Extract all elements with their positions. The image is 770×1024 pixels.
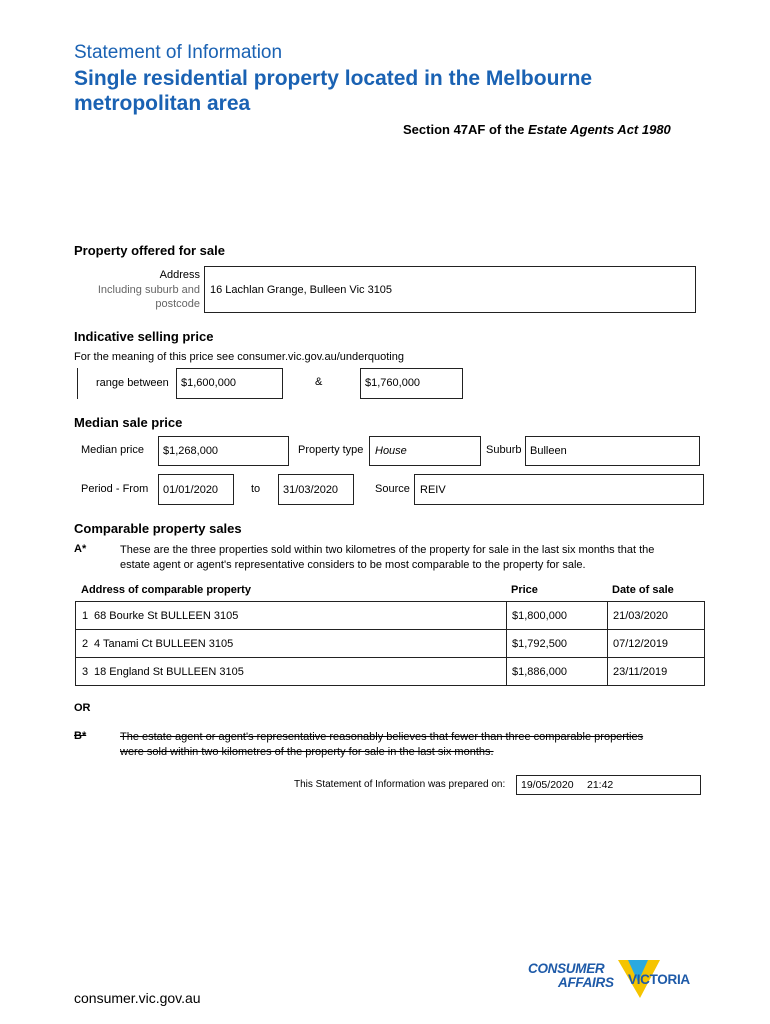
logo-victoria: VICTORIA [628, 972, 690, 987]
source-value: REIV [420, 484, 446, 496]
col-price-header: Price [511, 584, 538, 596]
median-price-value: $1,268,000 [163, 445, 219, 457]
row-date: 21/03/2020 [613, 610, 669, 622]
consumer-affairs-victoria-logo [528, 958, 703, 1008]
title-line-2: metropolitan area [74, 92, 251, 115]
section-prefix: Section 47AF of the [403, 122, 528, 137]
option-a-marker: A* [74, 543, 87, 555]
price-high-value: $1,760,000 [365, 377, 421, 389]
date-cell[interactable] [607, 630, 669, 657]
row-address: 68 Bourke St BULLEEN 3105 [94, 610, 239, 622]
section-reference [403, 122, 671, 137]
document-title [74, 66, 592, 116]
median-price-label: Median price [81, 444, 144, 456]
price-low-value: $1,600,000 [181, 377, 237, 389]
option-b-text [120, 730, 643, 759]
indicative-note: For the meaning of this price see consumer.vic.gov.au/underquoting [74, 351, 404, 363]
address-label [80, 268, 200, 312]
document-overline: Statement of Information [74, 42, 283, 63]
table-row [75, 657, 705, 686]
period-to-label: to [251, 483, 261, 495]
address-value: 16 Lachlan Grange, Bulleen Vic 3105 [210, 284, 393, 296]
section-act: Estate Agents Act 1980 [527, 122, 671, 137]
row-date: 07/12/2019 [613, 638, 669, 650]
suburb-value: Bulleen [530, 445, 567, 457]
logo-line-2: AFFAIRS [558, 975, 614, 990]
period-to-field[interactable] [278, 474, 354, 505]
date-cell[interactable] [607, 602, 669, 629]
table-row [75, 629, 705, 658]
range-label: range between [96, 377, 169, 389]
row-price: $1,886,000 [512, 666, 568, 678]
property-type-label: Property type [298, 444, 364, 456]
address-label-line-3: postcode [155, 298, 200, 310]
address-label-line-2: Including suburb and [97, 283, 200, 296]
logo-line-1: CONSUMER [528, 961, 605, 976]
option-a-text [120, 543, 654, 572]
suburb-field[interactable] [525, 436, 700, 466]
option-a-line-2: estate agent or agent's representative considers to be most comparable to the property for sale. [120, 558, 586, 571]
property-heading: Property offered for sale [74, 243, 225, 258]
col-date-header: Date of sale [612, 584, 674, 596]
row-address: 4 Tanami Ct BULLEEN 3105 [94, 638, 234, 650]
range-divider [77, 368, 78, 399]
col-address-header: Address of comparable property [81, 584, 251, 596]
period-label: Period - From [81, 483, 149, 495]
prepared-date: 19/05/2020 [521, 779, 574, 791]
range-ampersand: & [315, 376, 323, 388]
row-address: 18 England St BULLEEN 3105 [94, 666, 244, 678]
address-field[interactable] [204, 266, 696, 313]
date-cell[interactable] [607, 658, 668, 685]
price-low-field[interactable] [176, 368, 283, 399]
suburb-label: Suburb [486, 444, 522, 456]
address-label-line-1: Address [159, 269, 200, 281]
row-price: $1,792,500 [512, 638, 568, 650]
period-from-value: 01/01/2020 [163, 484, 219, 496]
period-from-field[interactable] [158, 474, 234, 505]
option-a-line-1: These are the three properties sold within two kilometres of the property for sale in the last six months that the [120, 544, 655, 556]
price-high-field[interactable] [360, 368, 463, 399]
period-to-value: 31/03/2020 [283, 484, 339, 496]
row-price: $1,800,000 [512, 610, 568, 622]
price-cell[interactable] [506, 630, 568, 657]
or-separator: OR [74, 702, 91, 714]
price-cell[interactable] [506, 658, 568, 685]
comparable-heading: Comparable property sales [74, 521, 242, 536]
property-type-field[interactable] [369, 436, 481, 466]
median-price-field[interactable] [158, 436, 289, 466]
prepared-time: 21:42 [587, 779, 614, 791]
title-line-1: Single residential property located in the Melbourne [74, 67, 593, 90]
prepared-label: This Statement of Information was prepared on: [294, 779, 506, 790]
prepared-date-field[interactable] [516, 775, 701, 795]
table-row [75, 601, 705, 630]
footer-url[interactable]: consumer.vic.gov.au [74, 990, 201, 1006]
price-cell[interactable] [506, 602, 568, 629]
row-number: 1 [82, 610, 89, 622]
row-number: 3 [82, 666, 89, 678]
option-b-line-1: The estate agent or agent's representative reasonably believes that fewer than three comparable properties [120, 731, 644, 743]
source-label: Source [375, 483, 410, 495]
indicative-heading: Indicative selling price [74, 329, 214, 344]
property-type-value: House [375, 445, 407, 457]
option-b-marker: B* [74, 730, 87, 742]
row-number: 2 [82, 638, 89, 650]
row-date: 23/11/2019 [613, 666, 668, 678]
source-field[interactable] [414, 474, 704, 505]
median-heading: Median sale price [74, 415, 183, 430]
option-b-line-2: were sold within two kilometres of the property for sale in the last six months. [120, 745, 494, 758]
